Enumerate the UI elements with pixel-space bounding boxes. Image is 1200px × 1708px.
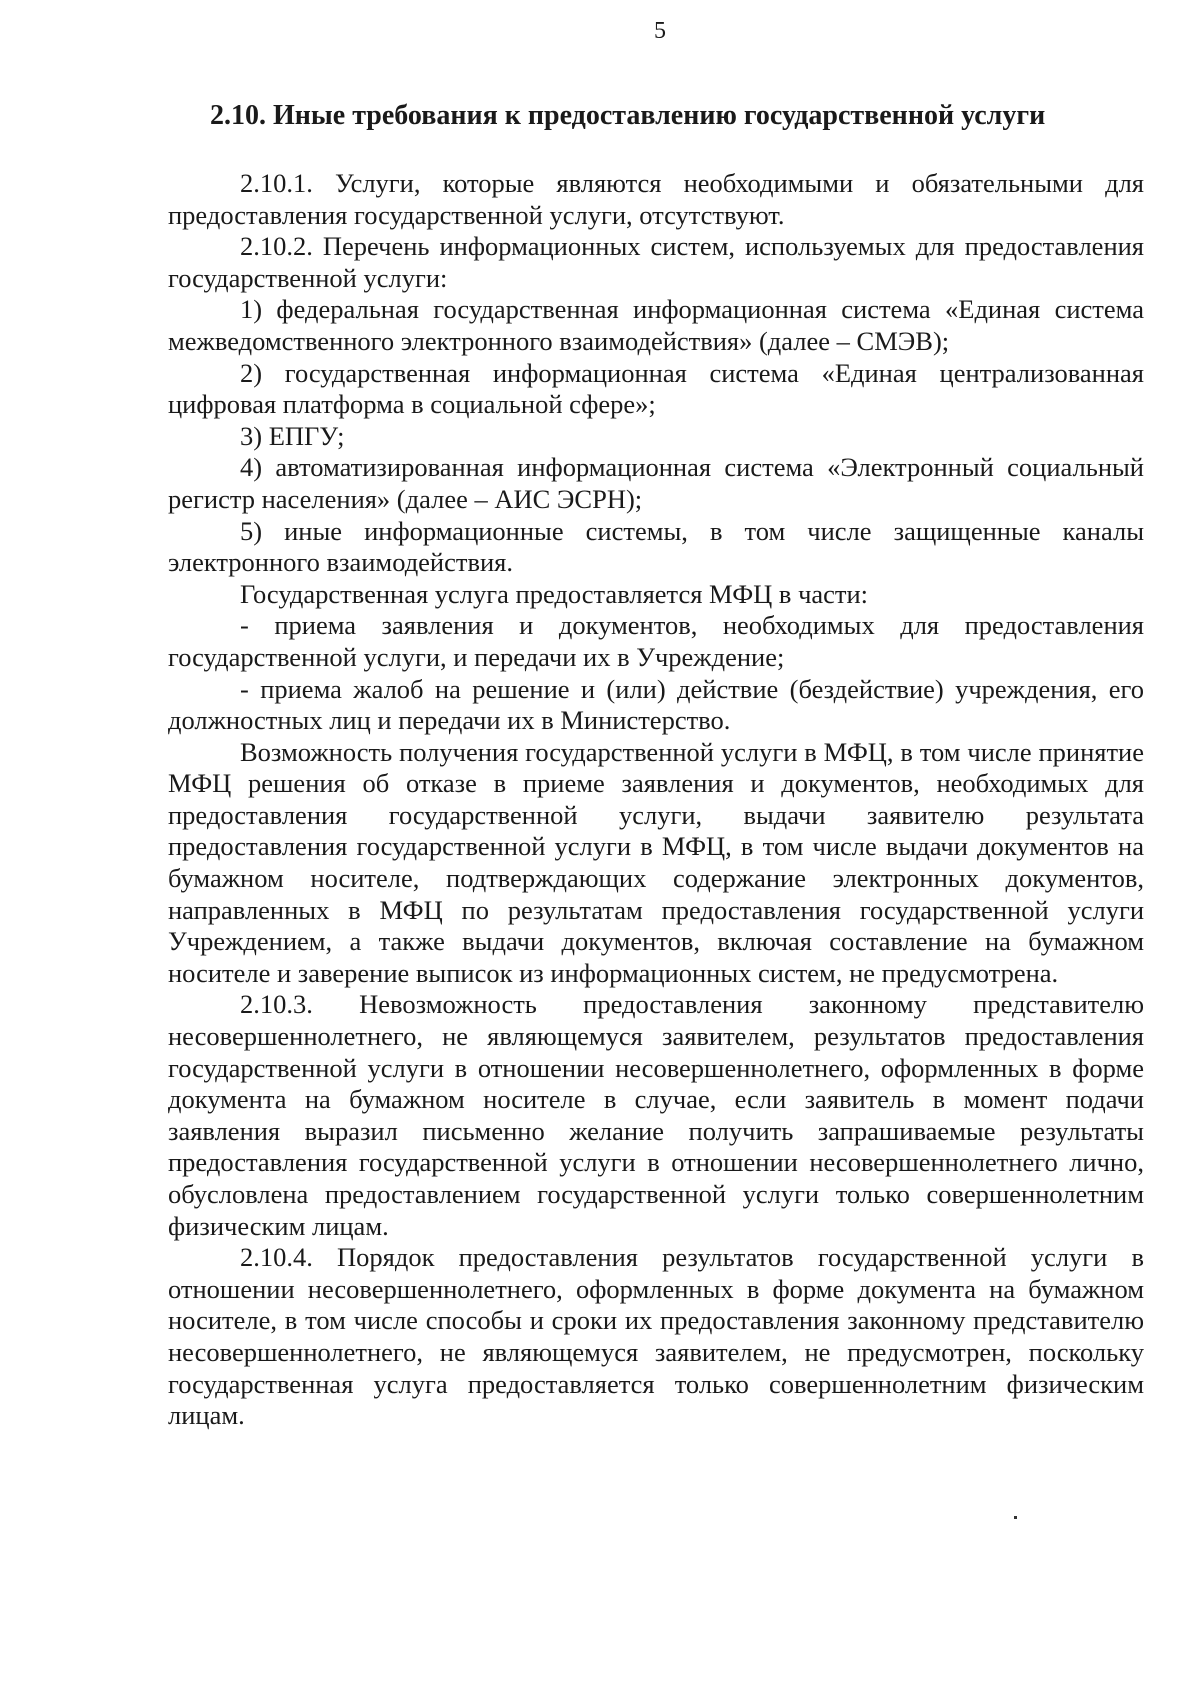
paragraph-2-10-4: 2.10.4. Порядок предоставления результатов государственной услуги в отношении несовершеннолетнего, оформленных в форме документа на бумажном носителе, в том числе способы и сроки их предоставления законному представителю несовершеннолетнего, не являющемуся заявителем, не предусмотрен, поскольку государственная услуга предоставляется только совершеннолетним физическим лицам. xyxy=(168,1242,1144,1431)
page-number: 5 xyxy=(654,18,666,44)
list-item-epgu: 3) ЕПГУ; xyxy=(240,420,345,451)
scan-speck xyxy=(1014,1516,1017,1519)
list-item-ais-esrn: 4) автоматизированная информационная система «Электронный социальный регистр населения» (далее – АИС ЭСРН); xyxy=(168,452,1144,514)
paragraph-mfc-scope: Государственная услуга предоставляется МФЦ в части: xyxy=(240,578,869,609)
paragraph-2-10-1: 2.10.1. Услуги, которые являются необходимыми и обязательными для предоставления государственной услуги, отсутствуют. xyxy=(168,168,1144,230)
paragraph-mfc-limitations: Возможность получения государственной услуги в МФЦ, в том числе принятие МФЦ решения об отказе в приеме заявления и документов, необходимых для предоставления государственной услуги, выдачи заявителю результата предоставления государственной услуги в МФЦ, в том числе выдачи документов на бумажном носителе, подтверждающих содержание электронных документов, направленных в МФЦ по результатам предоставления государственной услуги Учреждением, а также выдачи документов, включая составление на бумажном носителе и заверение выписок из информационных систем, не предусмотрена. xyxy=(168,736,1144,988)
list-item-social-platform: 2) государственная информационная система «Единая централизованная цифровая платформа в социальной сфере»; xyxy=(168,357,1144,420)
list-item-complaint-intake: - приема жалоб на решение и (или) действие (бездействие) учреждения, его должностных лиц и передачи их в Министерство. xyxy=(168,673,1144,736)
paragraph-2-10-3: 2.10.3. Невозможность предоставления законному представителю несовершеннолетнего, не являющемуся заявителем, результатов предоставления государственной услуги в отношении несовершеннолетнего, оформленных в форме документа на бумажном носителе в случае, если заявитель в момент подачи заявления выразил письменно желание получить запрашиваемые результаты предоставления государственной услуги в отношении несовершеннолетнего лично, обусловлена предоставлением государственной услуги только совершеннолетним физическим лицам. xyxy=(168,989,1144,1241)
list-item-application-intake: - приема заявления и документов, необходимых для предоставления государственной услуги, и передачи их в Учреждение; xyxy=(168,610,1144,672)
list-item-smev: 1) федеральная государственная информационная система «Единая система межведомственного электронного взаимодействия» (далее – СМЭВ); xyxy=(168,294,1144,356)
paragraph-2-10-2: 2.10.2. Перечень информационных систем, используемых для предоставления государственной услуги: xyxy=(168,231,1144,293)
body-text xyxy=(168,168,1144,1432)
section-heading: 2.10. Иные требования к предоставлению государственной услуги xyxy=(210,100,1046,131)
list-item-other-systems: 5) иные информационные системы, в том числе защищенные каналы электронного взаимодействия. xyxy=(168,515,1144,578)
